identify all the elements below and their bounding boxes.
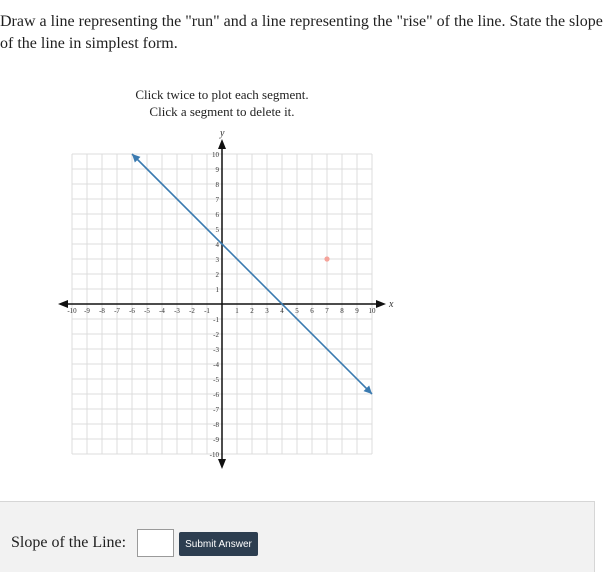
submit-answer-button[interactable]: Submit Answer (179, 532, 258, 556)
y-tick-label: 1 (215, 286, 219, 294)
x-tick-label: -9 (84, 307, 90, 315)
x-tick-label: -4 (159, 307, 165, 315)
axes (58, 128, 394, 469)
x-tick-label: -5 (144, 307, 150, 315)
y-tick-label: -10 (209, 451, 219, 459)
instruction-delete: Click a segment to delete it. (149, 104, 295, 119)
answer-panel (0, 501, 595, 572)
y-tick-label: 10 (212, 151, 219, 159)
x-axis-label: x (389, 299, 394, 310)
x-tick-label: 8 (340, 307, 344, 315)
x-tick-label: -6 (129, 307, 135, 315)
x-tick-label: 3 (265, 307, 269, 315)
y-axis-label: y (220, 128, 225, 139)
x-tick-label: 2 (250, 307, 254, 315)
y-tick-label: 9 (215, 166, 219, 174)
instruction-plot: Click twice to plot each segment. (135, 87, 309, 102)
x-tick-label: 4 (280, 307, 284, 315)
y-tick-label: -9 (213, 436, 219, 444)
y-tick-label: -5 (213, 376, 219, 384)
x-tick-label: -3 (174, 307, 180, 315)
y-tick-label: 7 (215, 196, 219, 204)
x-tick-label: -1 (204, 307, 210, 315)
y-tick-label: 2 (215, 271, 219, 279)
y-tick-label: -6 (213, 391, 219, 399)
y-tick-label: -8 (213, 421, 219, 429)
x-axis-right-arrow (376, 300, 386, 308)
x-tick-label: -10 (67, 307, 77, 315)
y-tick-label: -4 (213, 361, 219, 369)
y-axis-down-arrow (218, 459, 226, 469)
y-tick-label: 8 (215, 181, 219, 189)
y-tick-label: 4 (215, 241, 219, 249)
x-tick-label: 5 (295, 307, 299, 315)
y-axis-up-arrow (218, 139, 226, 149)
x-tick-label: 1 (235, 307, 239, 315)
question-text: Draw a line representing the "run" and a line representing the "rise" of the line. State the slope of the line in simplest form. (0, 13, 603, 52)
x-tick-label: 7 (325, 307, 329, 315)
x-tick-label: -2 (189, 307, 195, 315)
x-tick-label: -8 (99, 307, 105, 315)
x-tick-label: 9 (355, 307, 359, 315)
cursor-point (324, 256, 329, 261)
y-tick-label: -1 (213, 316, 219, 324)
slope-label: Slope of the Line: (11, 534, 127, 551)
y-tick-label: 3 (215, 256, 219, 264)
y-tick-label: -7 (213, 406, 219, 414)
y-tick-label: 6 (215, 211, 219, 219)
y-tick-label: 5 (215, 226, 219, 234)
x-tick-label: 6 (310, 307, 314, 315)
x-tick-label: 10 (368, 307, 376, 315)
y-tick-label: -2 (213, 331, 219, 339)
x-tick-label: -7 (114, 307, 120, 315)
slope-input[interactable] (137, 529, 174, 557)
y-tick-label: -3 (213, 346, 219, 354)
